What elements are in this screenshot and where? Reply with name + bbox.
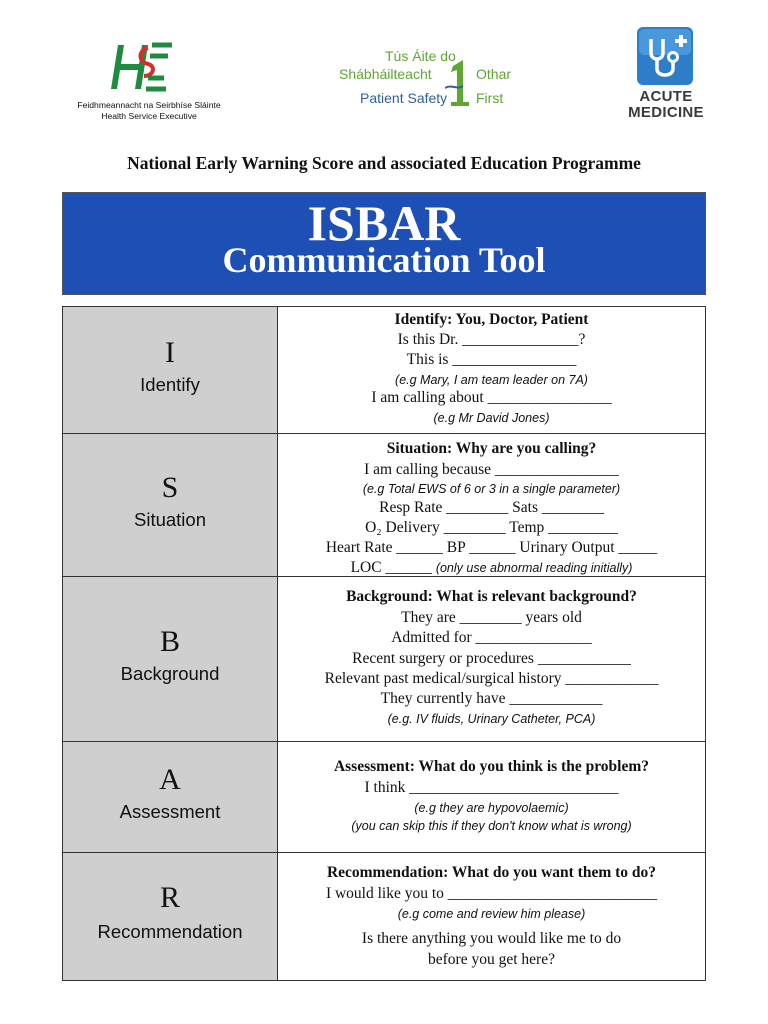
letter-cell xyxy=(63,742,278,852)
prompt-line: This is ________________ xyxy=(406,351,577,368)
row-letter: B xyxy=(159,625,180,658)
acute-medicine-line-1: ACUTE xyxy=(639,88,693,105)
example-note: (e.g they are hypovolaemic) xyxy=(414,801,569,815)
example-note: (e.g come and review him please) xyxy=(397,907,586,921)
stethoscope-plus-icon xyxy=(637,27,693,85)
letter-cell xyxy=(63,853,278,980)
row-label: Background xyxy=(120,663,220,684)
row-label: Recommendation xyxy=(97,921,243,942)
prompt-line: They currently have ____________ xyxy=(380,690,603,707)
row-heading: Identify: You, Doctor, Patient xyxy=(394,311,589,328)
prompt-line-loc xyxy=(278,558,705,578)
row-heading: Recommendation: What do you want them to do? xyxy=(326,864,657,881)
acute-medicine-logo xyxy=(612,27,720,135)
prompt-line: I think ___________________________ xyxy=(364,779,619,796)
letter-cell xyxy=(63,577,278,741)
isbar-row-recommendation xyxy=(63,852,705,980)
row-label: Assessment xyxy=(119,801,221,822)
ps-line-2-right: Othar xyxy=(476,66,512,82)
row-letter: R xyxy=(159,881,180,914)
example-note: (you can skip this if they don't know what is wrong) xyxy=(351,819,632,833)
prompt-line: I am calling because ________________ xyxy=(364,461,619,478)
isbar-row-assessment xyxy=(63,741,705,852)
isbar-row-identify xyxy=(63,307,705,433)
letter-cell xyxy=(63,434,278,576)
hse-mark-icon xyxy=(108,42,174,92)
ps-line-1: Tús Áite do xyxy=(385,48,456,64)
ps-line-3-left: Patient Safety xyxy=(360,90,448,106)
row-letter: I xyxy=(165,336,175,369)
hse-logo xyxy=(58,32,236,124)
row-label: Situation xyxy=(134,509,206,530)
prompt-line: Relevant past medical/surgical history ____________ xyxy=(324,670,659,687)
content-cell xyxy=(278,434,705,576)
prompt-line: O₂ Delivery ________ Temp _________ xyxy=(365,519,618,536)
hse-subtitle-irish: Feidhmeannacht na Seirbhíse Sláinte xyxy=(77,100,221,110)
document-heading: National Early Warning Score and associated Education Programme xyxy=(127,153,641,173)
patient-safety-first-logo xyxy=(333,42,523,114)
prompt-line: They are ________ years old xyxy=(401,609,582,626)
ps-line-2-left: Shábháilteacht xyxy=(339,66,432,82)
content-cell xyxy=(278,307,705,433)
prompt-line: Recent surgery or procedures ____________ xyxy=(352,650,631,667)
title-banner xyxy=(62,192,706,295)
prompt-line: Resp Rate ________ Sats ________ xyxy=(379,499,604,516)
acute-medicine-line-2: MEDICINE xyxy=(628,104,704,121)
row-letter: S xyxy=(161,471,179,504)
example-note: (e.g Mary, I am team leader on 7A) xyxy=(395,373,588,387)
prompt-line: Admitted for _______________ xyxy=(391,629,592,646)
prompt-line: Is there anything you would like me to do xyxy=(361,930,622,947)
row-letter: A xyxy=(159,763,181,796)
prompt-line: I am calling about ________________ xyxy=(371,389,612,406)
example-note: (e.g. IV fluids, Urinary Catheter, PCA) xyxy=(387,712,596,726)
content-cell xyxy=(278,742,705,852)
loc-prompt: LOC ______ xyxy=(350,559,432,576)
row-label: Identify xyxy=(140,374,200,395)
content-cell xyxy=(278,577,705,741)
banner-subtitle: Communication Tool xyxy=(222,240,546,280)
isbar-row-background xyxy=(63,576,705,741)
prompt-line: Heart Rate ______ BP ______ Urinary Output _____ xyxy=(325,539,658,556)
number-one-icon xyxy=(445,58,471,108)
content-cell xyxy=(278,853,705,980)
ps-line-3-right: First xyxy=(476,90,504,106)
row-heading: Assessment: What do you think is the problem? xyxy=(333,758,650,775)
prompt-line: Is this Dr. _______________? xyxy=(397,331,586,348)
isbar-row-situation xyxy=(63,433,705,576)
prompt-line: before you get here? xyxy=(428,951,555,968)
example-note: (e.g Mr David Jones) xyxy=(433,411,550,425)
loc-note: (only use abnormal reading initially) xyxy=(435,561,633,575)
hse-subtitle-english: Health Service Executive xyxy=(101,111,197,121)
row-heading: Background: What is relevant background? xyxy=(346,588,637,605)
prompt-line: I would like you to ___________________________ xyxy=(325,885,658,902)
letter-cell xyxy=(63,307,278,433)
banner-title: ISBAR xyxy=(307,195,461,251)
isbar-table xyxy=(62,306,706,981)
example-note: (e.g Total EWS of 6 or 3 in a single parameter) xyxy=(362,482,621,496)
row-heading: Situation: Why are you calling? xyxy=(386,440,597,457)
